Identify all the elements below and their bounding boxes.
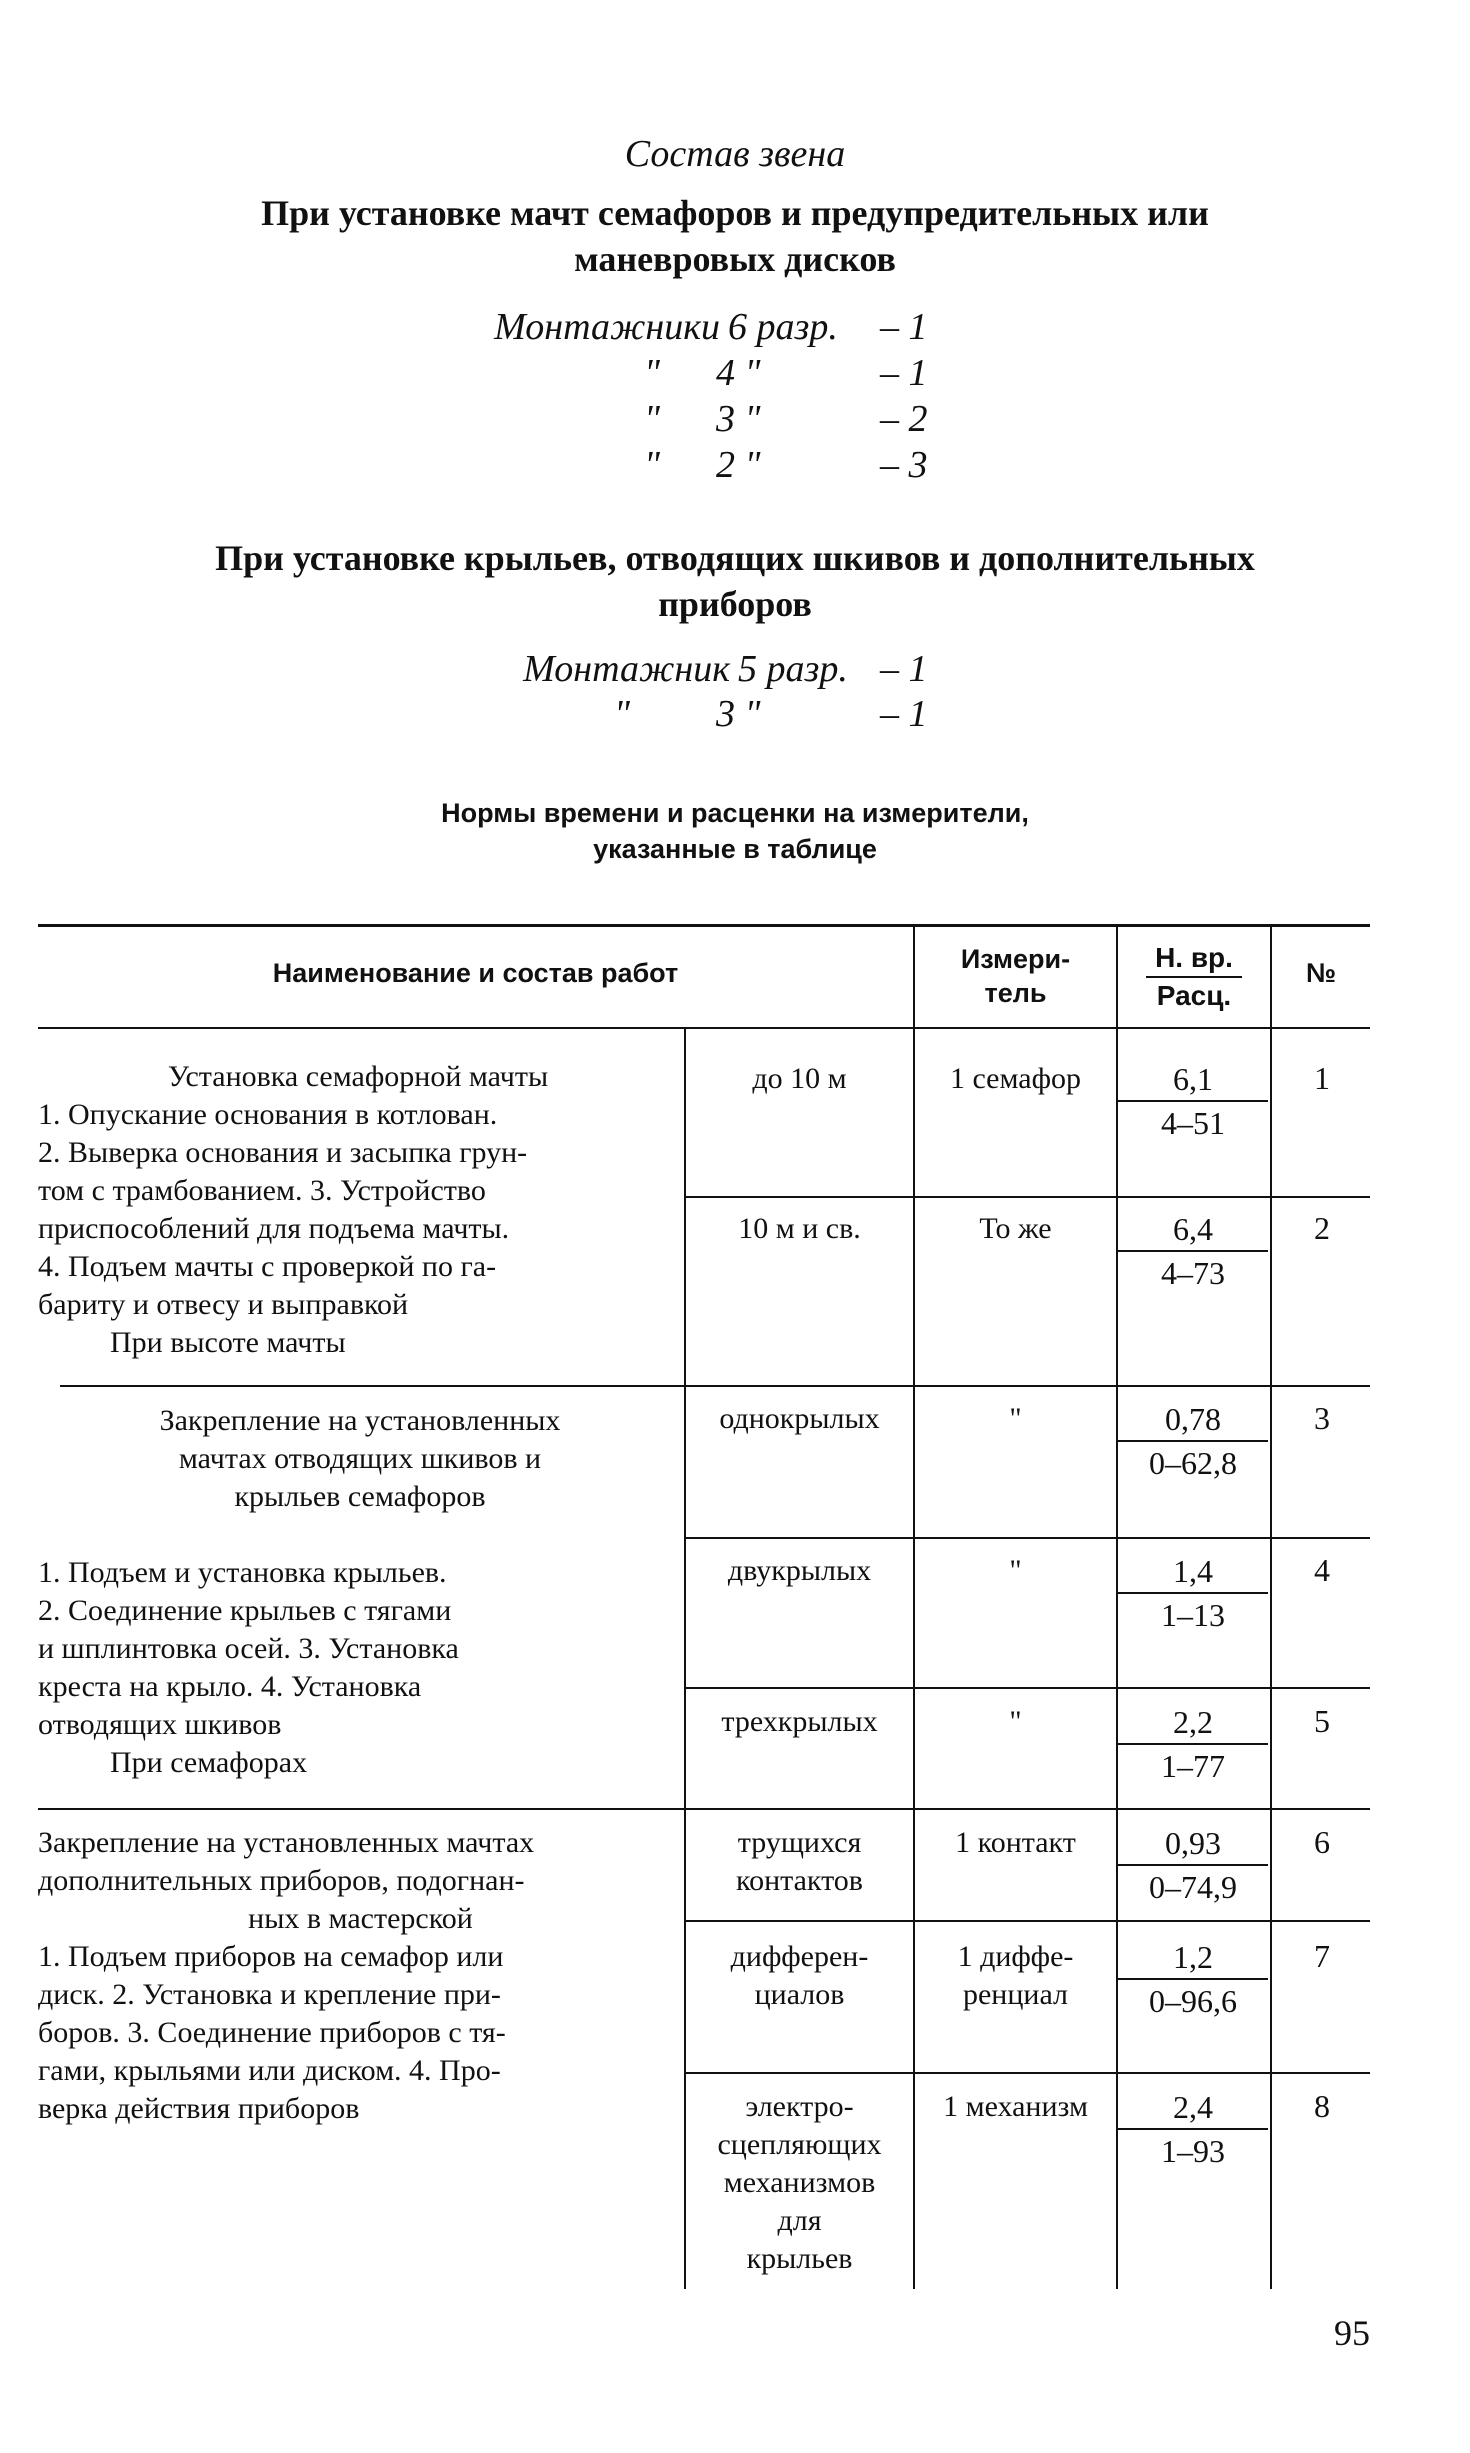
header-work: Наименование и состав работ (272, 958, 679, 988)
step-line: 1. Подъем и установка крыльев. (38, 1556, 447, 1589)
fraction-bar (1118, 1864, 1268, 1866)
column-rule (913, 924, 915, 2289)
norm-value: 2,4 (1173, 2089, 1213, 2125)
norm-rate-fraction (1118, 1060, 1268, 1142)
variant-line: крыльев (746, 2242, 853, 2275)
crew-name: Монтажник (523, 648, 730, 690)
norm-value: 2,2 (1173, 1704, 1213, 1740)
norms-heading (0, 795, 1470, 867)
unit-line: " (1009, 1402, 1022, 1435)
variant-cell (686, 2088, 913, 2278)
table-top-rule (38, 924, 1370, 927)
row-number: 3 (1314, 1400, 1330, 1436)
variant-cell (686, 1400, 913, 1438)
crew-name: " (614, 693, 630, 735)
row-rule (685, 1687, 1370, 1689)
norm-value: 0,78 (1165, 1401, 1221, 1437)
crew-name: " (644, 398, 660, 440)
unit-cell (915, 1210, 1116, 1248)
fraction-bar (1118, 1743, 1268, 1745)
norm-rate-fraction (1118, 1210, 1268, 1292)
crew-count: – 1 (880, 306, 928, 348)
step-line: бариту и отвесу и выправкой (38, 1288, 409, 1321)
masts-heading-line2: маневровых дисков (574, 239, 896, 279)
step-line: приспособлений для подъема мачты. (38, 1212, 510, 1245)
unit-cell (915, 1938, 1116, 2014)
group-footer: При семафорах (110, 1746, 308, 1779)
group-title (60, 1402, 660, 1516)
variant-line: электро- (745, 2090, 854, 2123)
norm-value: 1,4 (1173, 1553, 1213, 1589)
header-norm-bar (1146, 976, 1242, 978)
unit-line: " (1009, 1554, 1022, 1587)
variant-cell (686, 1703, 913, 1741)
norm-rate-fraction (1118, 1938, 1268, 2020)
header-rule (38, 1027, 1370, 1029)
group-footer: При высоте мачты (110, 1326, 346, 1359)
header-norm-den: Расц. (1156, 980, 1232, 1011)
crew-grade: 2 " (716, 444, 761, 486)
unit-cell (915, 2088, 1116, 2126)
header-unit (915, 942, 1116, 1010)
unit-cell (915, 1824, 1116, 1862)
group-steps (38, 1096, 678, 1324)
title-line: мачтах отводящих шкивов и (178, 1442, 542, 1475)
unit-line: ренциал (962, 1978, 1069, 2011)
unit-cell (915, 1703, 1116, 1741)
norm-value: 0,93 (1165, 1825, 1221, 1861)
crew-count: – 1 (880, 648, 928, 690)
title-line: ных в мастерской (248, 1902, 473, 1935)
group-title: Установка семафорной мачты (167, 1060, 549, 1093)
variant-cell (686, 1060, 913, 1098)
step-line: отводящих шкивов (38, 1708, 282, 1741)
norm-value: 6,4 (1173, 1211, 1213, 1247)
variant-line: 10 м и св. (738, 1212, 861, 1245)
fraction-bar (1118, 1100, 1268, 1102)
crew-count: – 1 (880, 352, 928, 394)
step-line: том с трамбованием. 3. Устройство (38, 1174, 486, 1207)
step-line: и шплинтовка осей. 3. Установка (38, 1632, 459, 1665)
rate-value: 4–73 (1161, 1255, 1225, 1291)
norm-rate-fraction (1118, 1824, 1268, 1906)
crew-name: " (644, 444, 660, 486)
row-rule (685, 1537, 1370, 1539)
variant-line: циалов (754, 1978, 845, 2011)
variant-line: сцепляющих (717, 2128, 882, 2161)
crew-count: – 2 (880, 398, 928, 440)
variant-line: однокрылых (719, 1402, 880, 1435)
rate-value: 0–62,8 (1149, 1445, 1237, 1481)
rate-value: 0–96,6 (1149, 1983, 1237, 2019)
title-line: крыльев семафоров (234, 1480, 486, 1513)
variant-line: двукрылых (727, 1554, 872, 1587)
header-norm-num: Н. вр. (1155, 942, 1233, 973)
masts-heading (140, 190, 1330, 282)
title-line: Закрепление на установленных (159, 1404, 561, 1437)
fraction-bar (1118, 1250, 1268, 1252)
variant-line: для (777, 2204, 822, 2237)
crew-count: – 1 (880, 693, 928, 735)
variant-line: трехкрылых (721, 1705, 878, 1738)
crew-name: " (644, 352, 660, 394)
fraction-bar (1118, 1440, 1268, 1442)
step-line: 2. Выверка основания и засыпка грун- (38, 1136, 528, 1169)
step-line: диск. 2. Установка и крепление при- (38, 1978, 501, 2011)
wings-heading-line1: При установке крыльев, отводящих шкивов и дополнительных (215, 538, 1255, 578)
norm-rate-fraction (1118, 1703, 1268, 1785)
step-line: 1. Подъем приборов на семафор или (38, 1940, 504, 1973)
unit-line: 1 контакт (955, 1826, 1076, 1859)
row-rule (685, 1196, 1370, 1198)
group-title (38, 1824, 683, 1938)
rate-value: 4–51 (1161, 1105, 1225, 1141)
step-line: боров. 3. Соединение приборов с тя- (38, 2016, 506, 2049)
step-line: верка действия приборов (38, 2092, 360, 2125)
norm-value: 1,2 (1173, 1939, 1213, 1975)
group-steps (38, 1554, 678, 1744)
header-unit-line1: Измери- (960, 944, 1071, 974)
row-number: 1 (1314, 1060, 1330, 1096)
row-rule (685, 1920, 1370, 1922)
unit-cell (915, 1400, 1116, 1438)
norm-value: 6,1 (1173, 1061, 1213, 1097)
norm-rate-fraction (1118, 1552, 1268, 1634)
fraction-bar (1118, 1592, 1268, 1594)
header-norm (1138, 942, 1250, 1012)
group-rule (60, 1385, 1370, 1387)
crew-grade: 6 разр. (728, 306, 838, 348)
unit-line: " (1009, 1705, 1022, 1738)
variant-line: контактов (736, 1864, 863, 1897)
crew-grade: 3 " (716, 693, 761, 735)
unit-line: 1 диффе- (957, 1940, 1074, 1973)
rate-value: 0–74,9 (1149, 1869, 1237, 1905)
rate-value: 1–77 (1161, 1748, 1225, 1784)
group-rule (38, 1808, 1370, 1810)
variant-line: дифферен- (730, 1940, 869, 1973)
group-steps (38, 1938, 683, 2128)
row-number: 8 (1314, 2088, 1330, 2124)
step-line: 2. Соединение крыльев с тягами (38, 1594, 452, 1627)
wings-heading (100, 535, 1370, 627)
unit-line: 1 механизм (943, 2090, 1088, 2123)
variant-line: до 10 м (752, 1062, 847, 1095)
step-line: креста на крыло. 4. Установка (38, 1670, 422, 1703)
fraction-bar (1118, 2128, 1268, 2130)
variant-cell (686, 1210, 913, 1248)
unit-cell (915, 1060, 1116, 1098)
norms-heading-line2: указанные в таблице (593, 834, 877, 864)
step-line: гами, крыльями или диском. 4. Про- (38, 2054, 501, 2087)
variant-line: трущихся (737, 1826, 862, 1859)
variant-cell (686, 1824, 913, 1900)
masts-heading-line1: При установке мачт семафоров и предупредительных или (261, 193, 1209, 233)
variant-line: механизмов (723, 2166, 876, 2199)
page-number: 95 (1334, 2313, 1370, 2353)
wings-heading-line2: приборов (658, 584, 812, 624)
crew-grade: 5 разр. (738, 648, 848, 690)
rate-value: 1–93 (1161, 2133, 1225, 2169)
row-number: 4 (1314, 1552, 1330, 1588)
step-line: 1. Опускание основания в котлован. (38, 1098, 498, 1131)
header-unit-line2: тель (984, 978, 1047, 1008)
unit-cell (915, 1552, 1116, 1590)
row-number: 7 (1314, 1938, 1330, 1974)
crew-title: Состав звена (624, 133, 846, 175)
unit-line: То же (979, 1212, 1052, 1245)
crew-name: Монтажники (494, 306, 720, 348)
variant-cell (686, 1552, 913, 1590)
column-rule (1270, 924, 1272, 2289)
step-line: 4. Подъем мачты с проверкой по га- (38, 1250, 497, 1283)
row-number: 5 (1314, 1703, 1330, 1739)
crew-grade: 4 " (716, 352, 761, 394)
row-number: 6 (1314, 1824, 1330, 1860)
row-number: 2 (1314, 1210, 1330, 1246)
variant-cell (686, 1938, 913, 2014)
header-no: № (1305, 958, 1337, 988)
row-rule (685, 2072, 1370, 2074)
rate-value: 1–13 (1161, 1597, 1225, 1633)
unit-line: 1 семафор (949, 1062, 1082, 1095)
crew-grade: 3 " (716, 398, 761, 440)
title-line: Закрепление на установленных мачтах (38, 1826, 535, 1859)
norms-heading-line1: Нормы времени и расценки на измерители, (441, 798, 1029, 828)
norm-rate-fraction (1118, 1400, 1268, 1482)
crew-count: – 3 (880, 444, 928, 486)
fraction-bar (1118, 1978, 1268, 1980)
norm-rate-fraction (1118, 2088, 1268, 2170)
title-line: дополнительных приборов, подогнан- (38, 1864, 525, 1897)
